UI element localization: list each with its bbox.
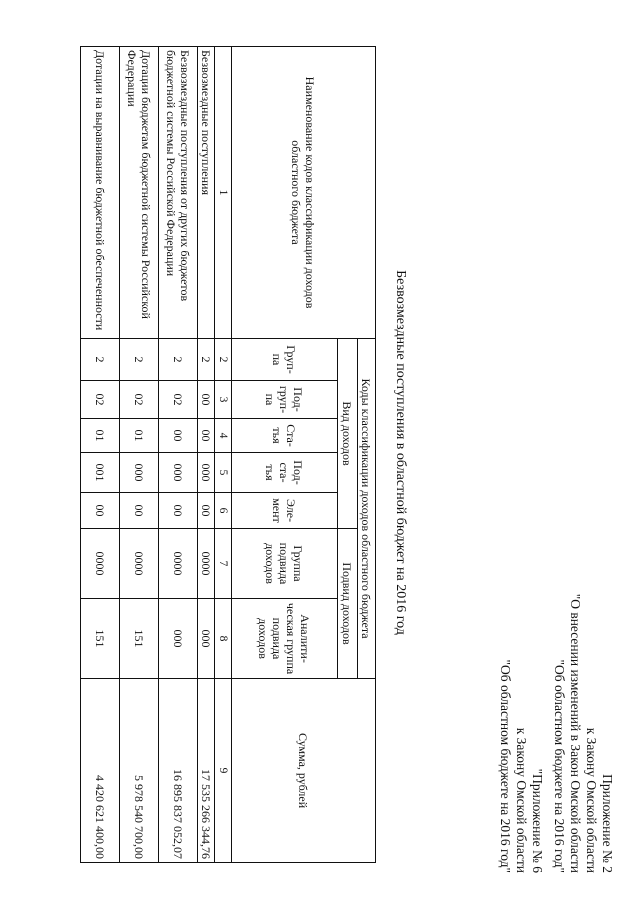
cell-article: 00 (159, 419, 198, 453)
cell-subgroup: 02 (120, 381, 159, 419)
row-name: Безвозмездные поступления от других бюджетов бюджетной системы Российской Федерации (159, 47, 198, 339)
column-number: 4 (215, 419, 232, 453)
cell-subarticle: 001 (81, 453, 120, 493)
table-row (159, 47, 198, 863)
cell-element: 00 (198, 493, 215, 529)
header-subkind-group: Группа подвида доходов (232, 529, 338, 599)
cell-subgroup: 02 (159, 381, 198, 419)
header-sum: Сумма, рублей (232, 679, 376, 863)
appendix-2-heading (551, 594, 615, 873)
table-row (81, 47, 120, 863)
cell-group: 2 (81, 339, 120, 381)
column-number: 3 (215, 381, 232, 419)
column-number: 6 (215, 493, 232, 529)
cell-sum: 16 895 837 052,07 (159, 679, 198, 863)
cell-subkind-group: 0000 (120, 529, 159, 599)
cell-analytic-group: 151 (120, 599, 159, 679)
cell-analytic-group: 151 (81, 599, 120, 679)
row-name: Дотации бюджетам бюджетной системы Российской Федерации (120, 47, 159, 339)
column-number: 7 (215, 529, 232, 599)
header-subgroup: Под-груп-па (232, 381, 338, 419)
header-subarticle: Под-ста-тья (232, 453, 338, 493)
column-number-row (215, 47, 232, 863)
header-name: Наименование кодов классификации доходов областного бюджета (232, 47, 376, 339)
appendix-6-line2: к Закону Омской области (514, 727, 529, 873)
row-name: Дотации на выравнивание бюджетной обеспеченности (81, 47, 120, 339)
cell-subarticle: 000 (120, 453, 159, 493)
row-name: Безвозмездные поступления (198, 47, 215, 339)
column-number: 1 (215, 47, 232, 339)
header-analytic-group: Аналити-ческая группа подвида доходов (232, 599, 338, 679)
revenue-table (80, 46, 376, 863)
cell-article: 00 (198, 419, 215, 453)
table-row (198, 47, 215, 863)
cell-element: 00 (120, 493, 159, 529)
appendix-6-line3: "Об областном бюджете на 2016 год" (498, 659, 513, 873)
cell-group: 2 (198, 339, 215, 381)
cell-sum: 17 535 266 344,76 (198, 679, 215, 863)
appendix-2-line3: "О внесении изменений в Закон Омской области (568, 593, 583, 873)
header-article: Ста-тья (232, 419, 338, 453)
header-kind: Вид доходов (338, 339, 358, 529)
cell-analytic-group: 000 (198, 599, 215, 679)
appendix-2-line2: к Закону Омской области (584, 727, 599, 873)
cell-subkind-group: 0000 (159, 529, 198, 599)
cell-article: 01 (81, 419, 120, 453)
appendix-2-line4: "Об областном бюджете на 2016 год" (552, 659, 567, 873)
cell-group: 2 (120, 339, 159, 381)
column-number: 2 (215, 339, 232, 381)
cell-subgroup: 02 (81, 381, 120, 419)
column-number: 8 (215, 599, 232, 679)
appendix-2-line1: Приложение № 2 (600, 774, 615, 873)
column-number: 9 (215, 679, 232, 863)
appendix-6-heading (497, 660, 545, 874)
cell-sum: 5 978 540 700,00 (120, 679, 159, 863)
cell-subkind-group: 0000 (81, 529, 120, 599)
document-title: Безвозмездные поступления в областной бюджет на 2016 год (393, 270, 408, 635)
cell-article: 01 (120, 419, 159, 453)
cell-subarticle: 000 (198, 453, 215, 493)
cell-group: 2 (159, 339, 198, 381)
header-subkind: Подвид доходов (338, 529, 358, 679)
cell-element: 00 (81, 493, 120, 529)
cell-sum: 4 420 621 400,00 (81, 679, 120, 863)
header-element: Эле-мент (232, 493, 338, 529)
header-codes: Коды классификации доходов областного бюджета (358, 339, 376, 679)
cell-subgroup: 00 (198, 381, 215, 419)
appendix-6-line1: "Приложение № 6 (530, 768, 545, 873)
cell-element: 00 (159, 493, 198, 529)
header-group: Груп-па (232, 339, 338, 381)
column-number: 5 (215, 453, 232, 493)
cell-subarticle: 000 (159, 453, 198, 493)
cell-analytic-group: 000 (159, 599, 198, 679)
cell-subkind-group: 0000 (198, 529, 215, 599)
table-row (120, 47, 159, 863)
